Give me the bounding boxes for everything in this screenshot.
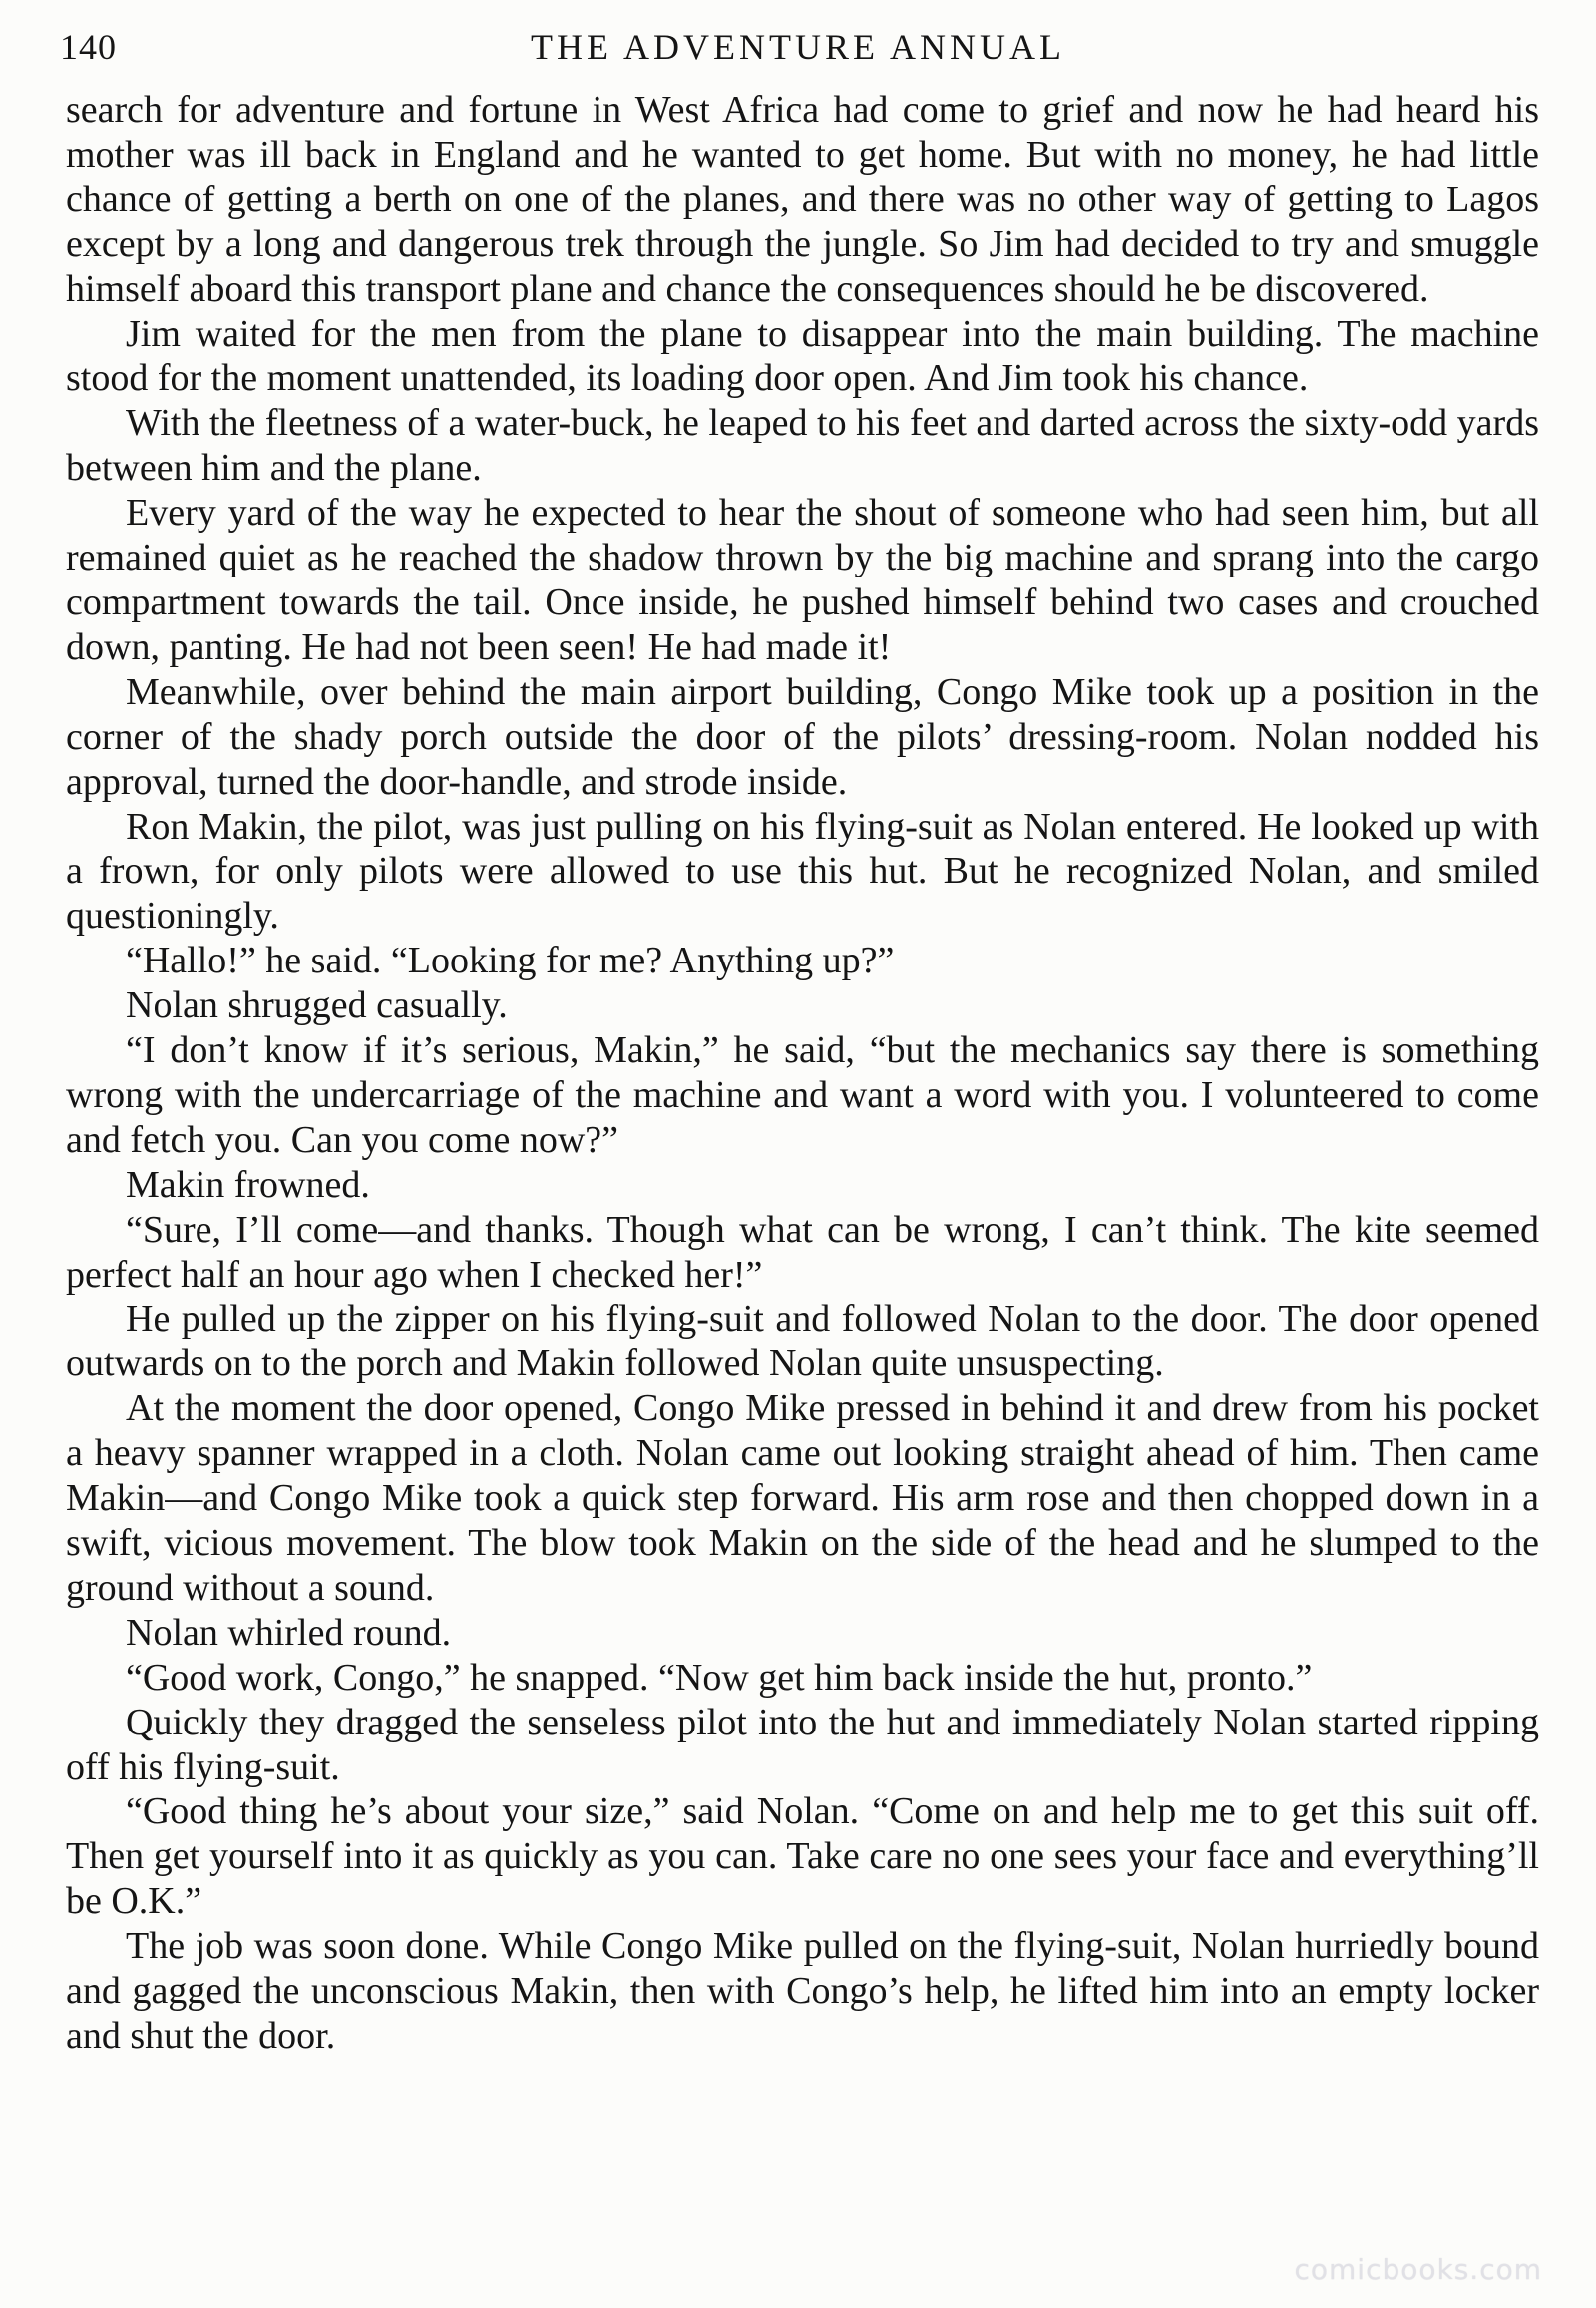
paragraph-11: “Sure, I’ll come—and thanks. Though what can be wrong, I can’t think. The kite seemed perfect half an hour ago when I checked her!” <box>66 1208 1539 1296</box>
body-text <box>66 88 1539 2059</box>
paragraph-8: Nolan shrugged casually. <box>126 984 508 1027</box>
paragraph-15: “Good work, Congo,” he snapped. “Now get him back inside the hut, pronto.” <box>126 1656 1313 1699</box>
paragraph-12: He pulled up the zipper on his flying-suit and followed Nolan to the door. The door opened outwards on to the porch and Makin followed Nolan quite unsuspecting. <box>66 1298 1539 1385</box>
paragraph-14: Nolan whirled round. <box>126 1611 452 1654</box>
paragraph-3: With the fleetness of a water-buck, he leaped to his feet and darted across the sixty-odd yards between him and the plane. <box>66 402 1539 490</box>
paragraph-1: search for adventure and fortune in West Africa had come to grief and now he had heard his mother was ill back in England and he wanted to get home. But with no money, he had little chance of getting a berth on one of the planes, and there was no other way of getting to Lagos except by a long and dangerous trek through the jungle. So Jim had decided to try and smuggle himself aboard this transport plane and chance the consequences should he be discovered. <box>66 89 1539 310</box>
page-number: 140 <box>60 27 117 67</box>
paragraph-4: Every yard of the way he expected to hear the shout of someone who had seen him, but all remained quiet as he reached the shadow thrown by the big machine and sprang into the cargo compartment towards the tail. Once inside, he pushed himself behind two cases and crouched down, panting. He had not been seen! He had made it! <box>66 492 1539 668</box>
running-title: THE ADVENTURE ANNUAL <box>531 27 1065 67</box>
paragraph-9: “I don’t know if it’s serious, Makin,” he said, “but the mechanics say there is something wrong with the undercarriage of the machine and want a word with you. I volunteered to come and fetch you. Can you come now?” <box>66 1029 1539 1161</box>
paragraph-2: Jim waited for the men from the plane to disappear into the main building. The machine stood for the moment unattended, its loading door open. And Jim took his chance. <box>66 312 1539 400</box>
paragraph-7: “Hallo!” he said. “Looking for me? Anything up?” <box>126 940 895 982</box>
paragraph-10: Makin frowned. <box>126 1163 370 1206</box>
paragraph-16: Quickly they dragged the senseless pilot into the hut and immediately Nolan started ripping off his flying-suit. <box>66 1701 1539 1788</box>
paragraph-6: Ron Makin, the pilot, was just pulling on his flying-suit as Nolan entered. He looked up with a frown, for only pilots were allowed to use this hut. But he recognized Nolan, and smiled questioningly. <box>66 805 1539 938</box>
paragraph-18: The job was soon done. While Congo Mike pulled on the flying-suit, Nolan hurriedly bound and gagged the unconscious Makin, then with Congo’s help, he lifted him into an empty locker and shut the door. <box>66 1925 1539 2057</box>
paragraph-5: Meanwhile, over behind the main airport building, Congo Mike took up a position in the corner of the shady porch outside the door of the pilots’ dressing-room. Nolan nodded his approval, turned the door-handle, and strode inside. <box>66 670 1539 803</box>
page-header <box>60 24 1536 70</box>
paragraph-13: At the moment the door opened, Congo Mike pressed in behind it and drew from his pocket a heavy spanner wrapped in a cloth. Nolan came out looking straight ahead of him. Then came Makin—and Congo Mike took a quick step forward. His arm rose and then chopped down in a swift, vicious movement. The blow took Makin on the side of the head and he slumped to the ground without a sound. <box>66 1387 1539 1609</box>
watermark: comicbooks.com <box>1294 2253 1542 2286</box>
paragraph-17: “Good thing he’s about your size,” said Nolan. “Come on and help me to get this suit off. Then get yourself into it as quickly as you can. Take care no one sees your face and everything’ll be O.K.” <box>66 1790 1539 1923</box>
